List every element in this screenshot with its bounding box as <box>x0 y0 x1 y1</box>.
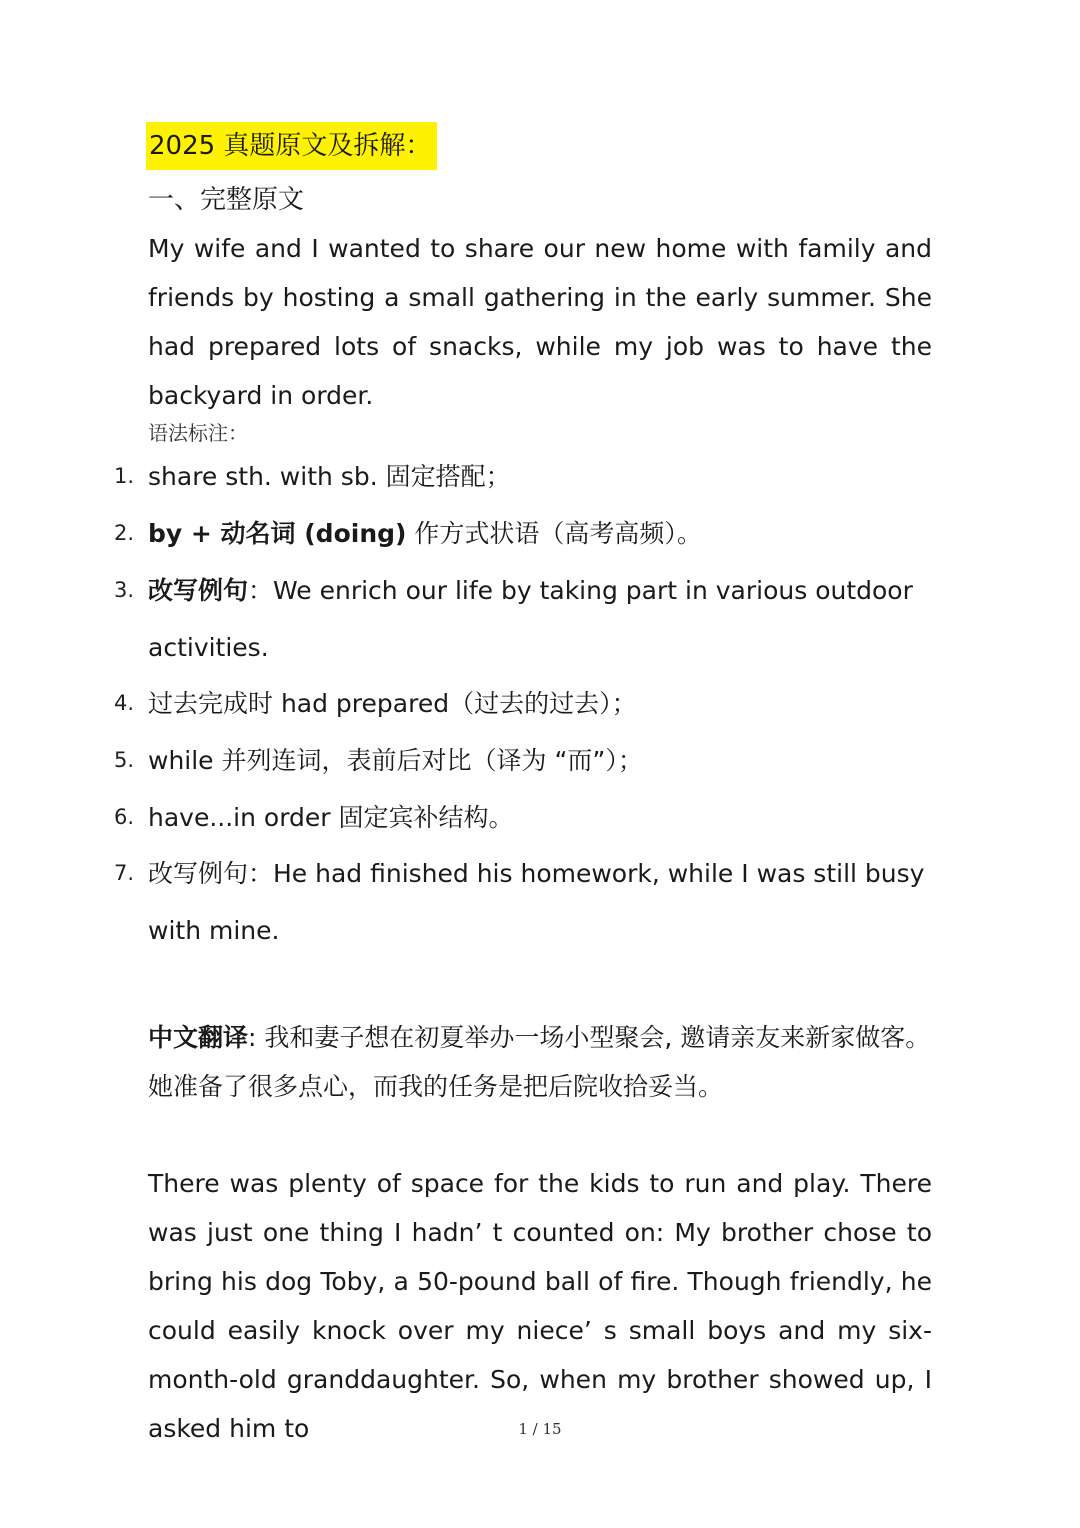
list-number: 7. <box>114 861 135 885</box>
original-paragraph-1: My wife and I wanted to share our new home with family and friends by hosting a small gathering in the early summer. She had prepared lots of snacks, while my job was to have the backyard in order. <box>148 234 932 410</box>
note-text: 作方式状语（高考高频）。 <box>406 519 702 548</box>
list-number: 2. <box>114 521 135 545</box>
note-text: 改写例句：He had finished his homework, while I was still busy with mine. <box>148 859 925 945</box>
note-bold-text: 改写例句 <box>148 576 249 605</box>
page-title: 2025 真题原文及拆解： <box>146 122 437 170</box>
list-number: 5. <box>114 748 135 772</box>
note-text: have...in order 固定宾补结构。 <box>148 803 514 832</box>
page-number: 1 / 15 <box>518 1420 562 1438</box>
translation-text: : 我和妻子想在初夏举办一场小型聚会, 邀请亲友来新家做客。她准备了很多点心，而我的任务是把后院收拾妥当。 <box>148 1023 931 1101</box>
note-text: ：We enrich our life by taking part in various outdoor activities. <box>148 576 913 662</box>
original-paragraph-2: There was plenty of space for the kids to run and play. There was just one thing I hadn’ t counted on: My brother chose to bring his dog Toby, a 50-pound ball of fire. Though friendly, he could easily knock over my niece’ s small boys and my six-month-old granddaughter. So, when my brother showed up, I asked him to <box>148 1169 932 1443</box>
section-heading: 一、完整原文 <box>148 185 305 215</box>
note-text: while 并列连词，表前后对比（译为 “而”）； <box>148 746 643 775</box>
list-number: 3. <box>114 578 135 602</box>
list-number: 4. <box>114 691 135 715</box>
note-bold-text: by + 动名词 (doing) <box>148 519 407 548</box>
note-text: 过去完成时 had prepared（过去的过去）； <box>148 689 637 718</box>
chinese-translation <box>148 1013 948 1111</box>
list-number: 6. <box>114 805 135 829</box>
list-number: 1. <box>114 464 135 488</box>
grammar-notes-label: 语法标注： <box>148 421 248 445</box>
note-text: share sth. with sb. 固定搭配； <box>148 462 511 491</box>
translation-label: 中文翻译 <box>148 1023 249 1052</box>
